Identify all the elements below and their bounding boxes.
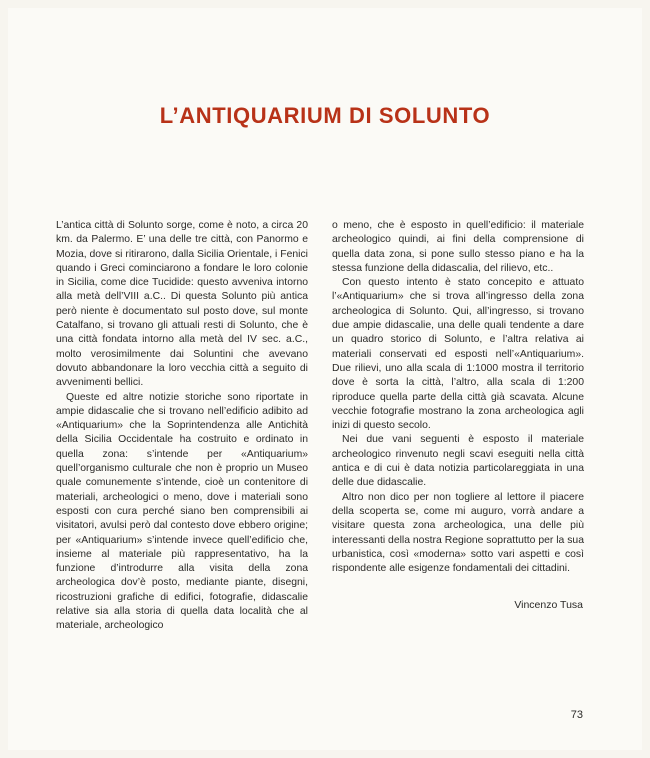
paragraph: Altro non dico per non togliere al lettore il piacere della scoperta se, come mi auguro, vorrà andare a visitare questa zona archeologica, una delle più interessanti della nostra Regione soprattutto per la sua urbanistica, così «moderna» sotto vari aspetti e così rispondente alle esigenze fondamentali dei cittadini. <box>332 491 584 575</box>
paragraph: Nei due vani seguenti è esposto il materiale archeologico rinvenuto negli scavi eseguiti nella città antica e di cui è data notizia particolareggiata in una delle due didascalie. <box>332 434 584 489</box>
right-column <box>332 219 584 576</box>
page-number: 73 <box>570 709 583 721</box>
paragraph: o meno, che è esposto in quell’edificio: il materiale archeologico quindi, ai fini della comprensione di quella data zona, si pone sullo stesso piano e ha la stessa funzione della didascalia, del rilievo, etc.. <box>332 220 584 274</box>
paragraph: L’antica città di Solunto sorge, come è noto, a circa 20 km. da Palermo. E’ una delle tre città, con Panormo e Mozia, dove si ritirarono, dalla Sicilia Orientale, i Fenici quando i Greci cominciarono a fondare le loro colonie in Sicilia, come dice Tucidide: questo avveniva intorno alla metà dell’VIII a.C.. Di questa Solunto più antica però niente è documentato sul posto dove, sul monte Catalfano, si trovano gli attuali resti di Solunto, che è una città fondata intorno alla metà del IV sec. a.C., molto verosimilmente dai Soluntini che avevano dovuto abbandonare la loro vecchia città a seguito di avvenimenti bellici. <box>56 220 308 389</box>
article-title: L’ANTIQUARIUM DI SOLUNTO <box>159 102 491 128</box>
paragraph: Queste ed altre notizie storiche sono riportate in ampie didascalie che si trovano nell’edificio adibito ad «Antiquarium» che la Soprintendenza alle Antichità della Sicilia Occidentale ha costruito e ordinato in quella zona: s’intende per «Antiquarium» quell’organismo culturale che non è proprio un Museo quale comunemente s’intende, cioè un contenitore di materiali, archeologici o meno, dove i materiali sono esposti con cura perché siano ben comprensibili ai visitatori, avulsi però dal contesto dove ebbero origine; per «Antiquarium» s’intende invece quell’edificio che, insieme al materiale più rappresentativo, ha la funzione d’introdurre alla visita della zona archeologica dov’è posto, mediante piante, disegni, ricostruzioni grafiche di edifici, fotografie, didascalie relative sia alla storia di quella data località che al materiale, archeologico <box>56 391 308 632</box>
author-signature: Vincenzo Tusa <box>514 599 583 611</box>
paragraph: Con questo intento è stato concepito e attuato l’«Antiquarium» che si trova all’ingresso della zona archeologica di Solunto. Qui, all’ingresso, si trovano due ampie didascalie, una delle quali tendente a dare un quadro storico di Solunto, e l’altra relativa ai materiali conservati ed esposti nell’«Antiquarium». Due rilievi, uno alla scala di 1:1000 mostra il territorio dove è sorta la città, l’altro, alla scala di 1:200 riproduce quella parte della città già scavata. Alcune vecchie fotografie mostrano la zona archeologica agli inizi di questo secolo. <box>332 277 584 432</box>
left-column <box>56 219 308 634</box>
